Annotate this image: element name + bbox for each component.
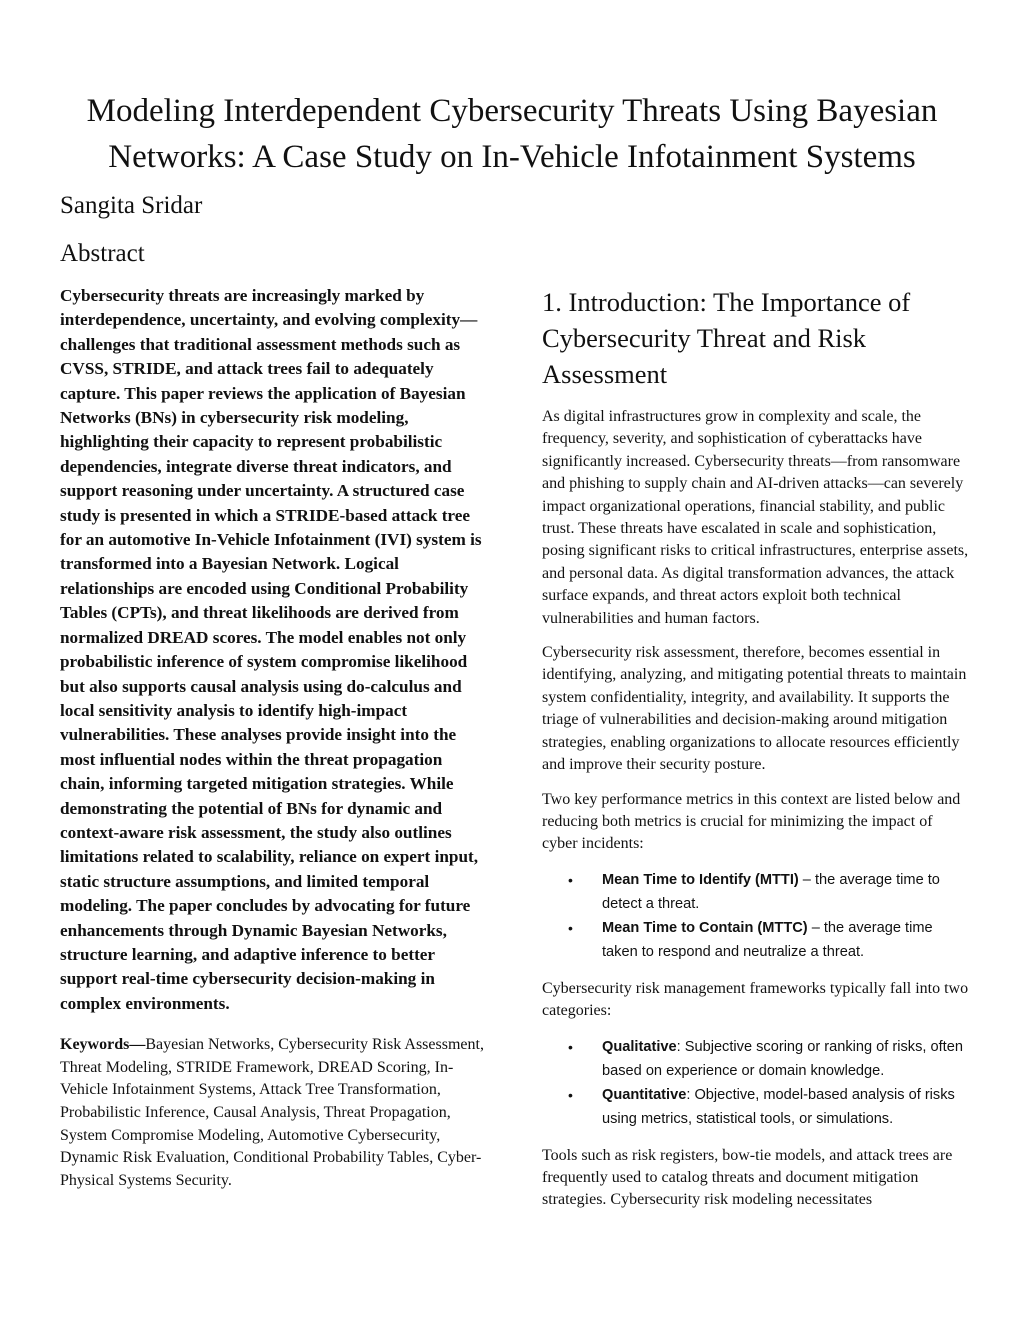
intro-paragraph-2: Cybersecurity risk assessment, therefore, becomes essential in identifying, analyzing, and mitigating potential threats to maintain system confidentiality, integrity, and availability. It supports the triage of vulnerabilities and decision-making around mitigation strategies, enabling organizations to allocate resources efficiently and improve their security posture.	[542, 644, 967, 774]
keywords-text: Bayesian Networks, Cybersecurity Risk Assessment, Threat Modeling, STRIDE Framework, DREAD Scoring, In-Vehicle Infotainment Systems, Attack Tree Transformation, Probabilistic Inference, Causal Analysis, Threat Propagation, System Compromise Modeling, Automotive Cybersecurity, Dynamic Risk Evaluation, Conditional Probability Tables, Cyber-Physical Systems Security.	[60, 1036, 484, 1189]
list-item	[542, 1035, 970, 1083]
section-heading-introduction: 1. Introduction: The Importance of Cybersecurity Threat and Risk Assessment	[542, 287, 911, 389]
intro-paragraph-3: Two key performance metrics in this context are listed below and reducing both metrics is crucial for minimizing the impact of cyber incidents:	[542, 790, 961, 853]
left-column	[60, 284, 485, 1192]
intro-paragraph-4: Cybersecurity risk management frameworks typically fall into two categories:	[542, 979, 969, 1020]
metric-desc: – the average time to detect a threat.	[602, 871, 940, 912]
abstract-body: Cybersecurity threats are increasingly marked by interdependence, uncertainty, and evolving complexity—challenges that traditional assessment methods such as CVSS, STRIDE, and attack trees fail to adequately capture. This paper reviews the application of Bayesian Networks (BNs) in cybersecurity risk modeling, highlighting their capacity to represent probabilistic dependencies, integrate diverse threat indicators, and support reasoning under uncertainty. A structured case study is presented in which a STRIDE-based attack tree for an automotive In-Vehicle Infotainment (IVI) system is transformed into a Bayesian Network. Logical relationships are encoded using Conditional Probability Tables (CPTs), and threat likelihoods are derived from normalized DREAD scores. The model enables not only probabilistic inference of system compromise likelihood but also supports causal analysis using do-calculus and local sensitivity analysis to identify high-impact vulnerabilities. These analyses provide insight into the most influential nodes within the threat propagation chain, informing targeted mitigation strategies. While demonstrating the potential of BNs for dynamic and context-aware risk assessment, the study also outlines limitations related to scalability, reliance on expert input, static structure assumptions, and limited temporal modeling. The paper concludes by advocating for future enhancements through Dynamic Bayesian Networks, structure learning, and adaptive inference to better support real-time cybersecurity decision-making in complex environments.	[60, 286, 482, 1013]
paper-title: Modeling Interdependent Cybersecurity Threats Using Bayesian Networks: A Case Study on In-Vehicle Infotainment Systems	[86, 93, 938, 175]
category-term: Qualitative	[602, 1038, 677, 1055]
metric-desc: – the average time taken to respond and neutralize a threat.	[602, 919, 933, 960]
keywords-label: Keywords—	[60, 1036, 146, 1054]
category-desc: : Subjective scoring or ranking of risks, often based on experience or domain knowledge.	[602, 1038, 963, 1079]
categories-list	[542, 1035, 970, 1131]
intro-paragraph-5: Tools such as risk registers, bow-tie models, and attack trees are frequently used to catalog threats and document mitigation strategies. Cybersecurity risk modeling necessitates	[542, 1146, 953, 1209]
metric-term: Mean Time to Identify (MTTI)	[602, 871, 799, 888]
metric-term: Mean Time to Contain (MTTC)	[602, 919, 808, 936]
keywords-paragraph	[60, 1034, 485, 1192]
category-desc: : Objective, model-based analysis of risks using metrics, statistical tools, or simulations.	[602, 1086, 955, 1127]
bullet-icon: •	[568, 871, 573, 888]
bullet-icon: •	[568, 919, 573, 936]
abstract-heading: Abstract	[60, 240, 145, 267]
intro-paragraph-1: As digital infrastructures grow in complexity and scale, the frequency, severity, and sophistication of cyberattacks have significantly increased. Cybersecurity threats—from ransomware and phishing to supply chain and AI-driven attacks—can severely impact organizational operations, financial stability, and public trust. These threats have escalated in scale and sophistication, posing significant risks to critical infrastructures, enterprise assets, and personal data. As digital transformation advances, the attack surface expands, and threat actors exploit both technical vulnerabilities and human factors.	[542, 408, 969, 627]
metrics-list	[542, 868, 970, 964]
list-item	[542, 1083, 970, 1131]
author-name: Sangita Sridar	[60, 192, 203, 219]
list-item	[542, 868, 970, 916]
list-item	[542, 916, 970, 964]
bullet-icon: •	[568, 1038, 573, 1055]
category-term: Quantitative	[602, 1086, 687, 1103]
right-column	[542, 284, 970, 1224]
bullet-icon: •	[568, 1086, 573, 1103]
